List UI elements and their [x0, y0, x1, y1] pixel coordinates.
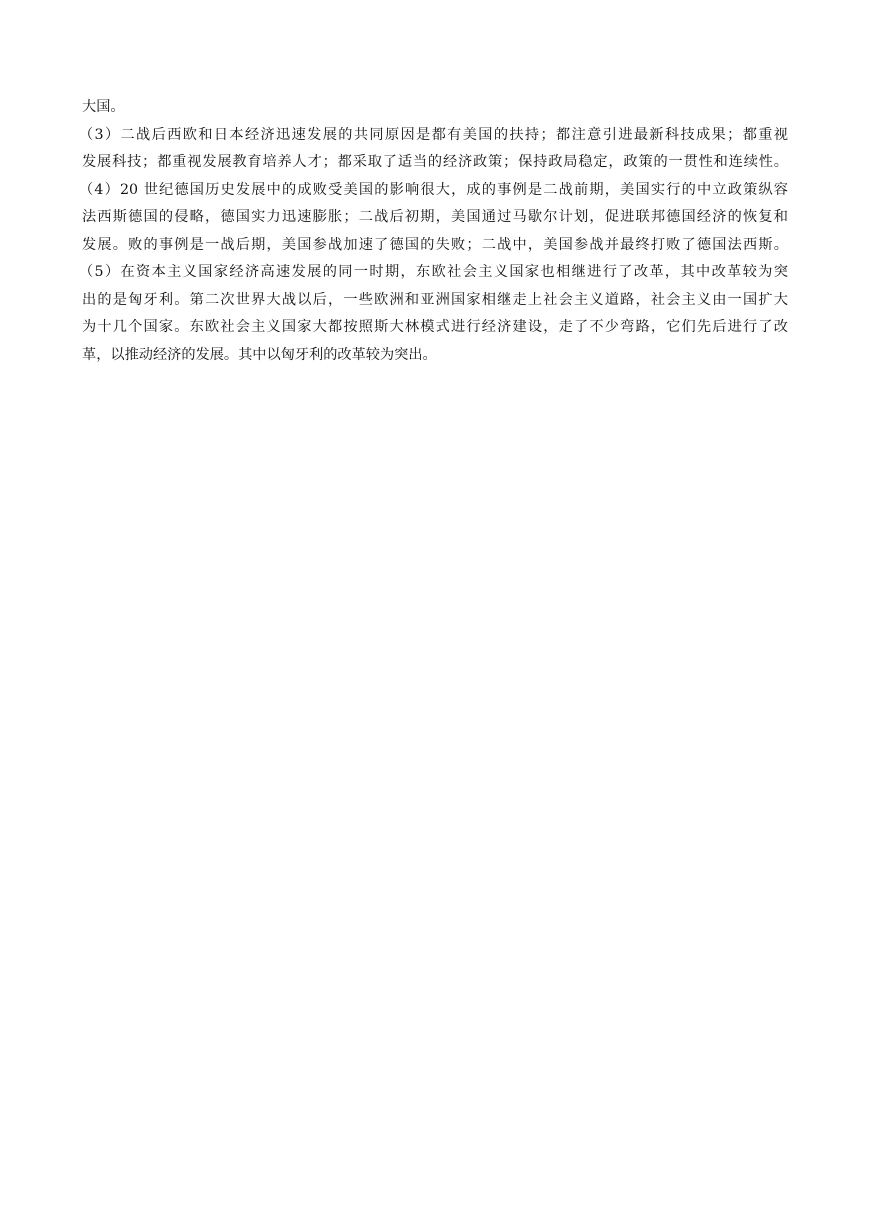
text-line: （3）二战后西欧和日本经济迅速发展的共同原因是都有美国的扶持；都注意引进最新科技成果；都重视	[79, 126, 788, 143]
answer-text-block	[79, 94, 788, 369]
text-line: 法西斯德国的侵略，德国实力迅速膨胀；二战后初期，美国通过马歇尔计划，促进联邦德国经济的恢复和	[82, 209, 788, 225]
text-line: 发展。败的事例是一战后期，美国参战加速了德国的失败；二战中，美国参战并最终打败了德国法西斯。	[82, 236, 788, 253]
text-line: 出的是匈牙利。第二次世界大战以后，一些欧洲和亚洲国家相继走上社会主义道路，社会主义由一国扩大	[82, 291, 788, 308]
text-line: 大国。	[82, 99, 125, 115]
text-line: 革，以推动经济的发展。其中以匈牙利的改革较为突出。	[82, 346, 437, 363]
text-line: 为十几个国家。东欧社会主义国家大都按照斯大林模式进行经济建设，走了不少弯路，它们先后进行了改	[82, 319, 788, 335]
text-line: （4）20 世纪德国历史发展中的成败受美国的影响很大，成的事例是二战前期，美国实行的中立政策纵容	[79, 181, 788, 198]
text-line: （5）在资本主义国家经济高速发展的同一时期，东欧社会主义国家也相继进行了改革，其中改革较为突	[79, 264, 788, 280]
text-line: 发展科技；都重视发展教育培养人才；都采取了适当的经济政策；保持政局稳定，政策的一贯性和连续性。	[82, 154, 788, 170]
